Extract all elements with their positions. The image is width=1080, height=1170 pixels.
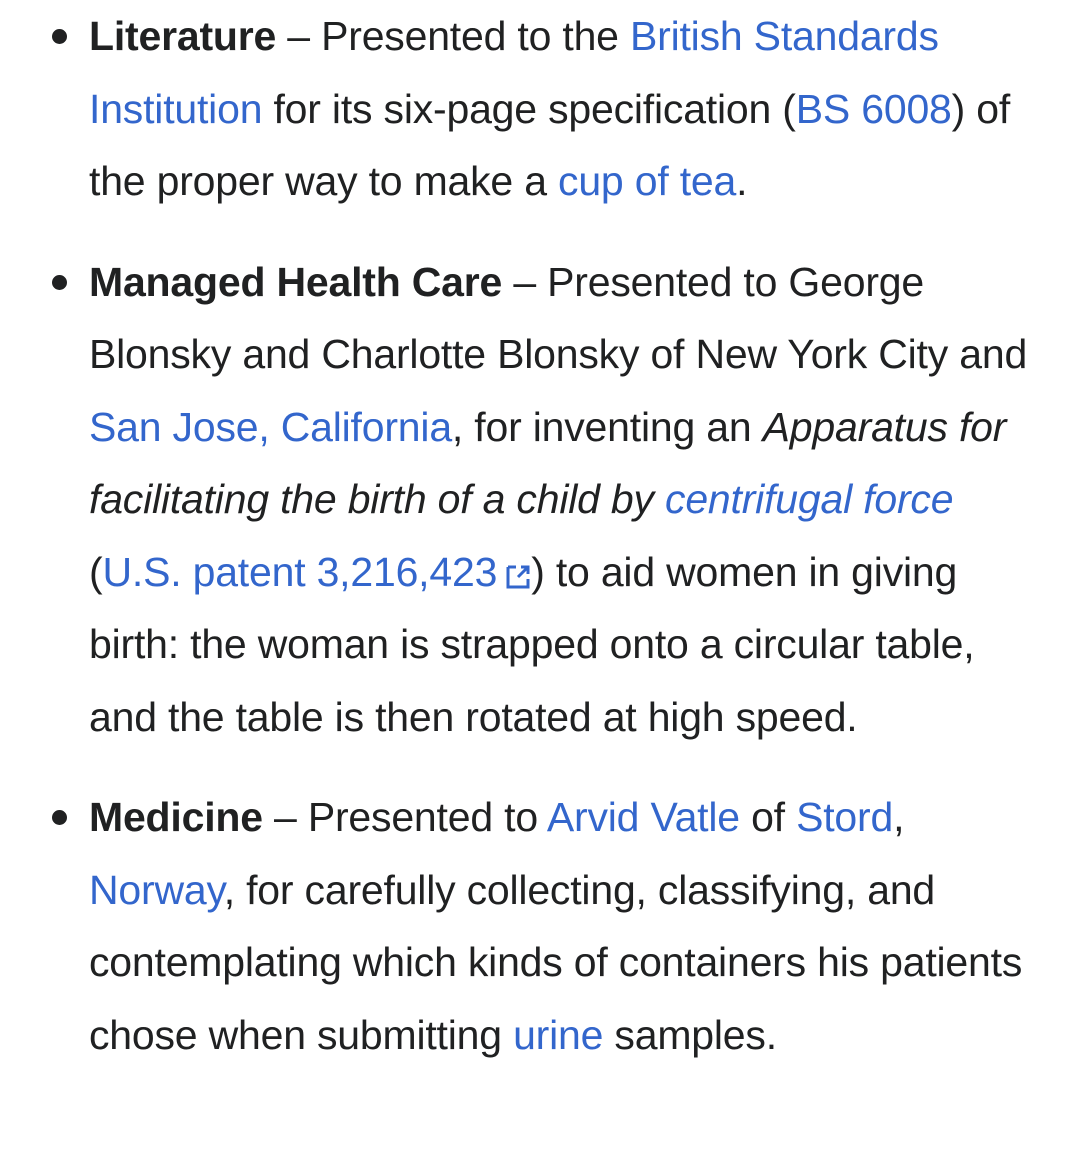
link-centrifugal-force[interactable]: centrifugal force	[665, 476, 954, 522]
text-span: (	[89, 548, 103, 595]
link-san-jose-california[interactable]: San Jose, California	[89, 403, 452, 450]
list-item-managed-health-care	[0, 246, 1080, 754]
link-norway[interactable]: Norway	[89, 866, 224, 913]
link-urine[interactable]: urine	[513, 1011, 604, 1058]
text-span: of	[739, 794, 797, 840]
link-cup-of-tea[interactable]: cup of tea	[558, 158, 737, 204]
bullet-icon	[52, 29, 67, 44]
text-span: .	[736, 158, 748, 204]
text-span: ) to aid women in giving birth: the woman is strapped onto a circular table, and the table is then rotated at high speed.	[89, 548, 975, 740]
link-us-patent-label: U.S. patent 3,216,423	[102, 548, 498, 595]
text-span: for its six-page specification (	[262, 85, 796, 132]
bullet-icon	[52, 810, 67, 825]
text-span: , for inventing an	[451, 403, 763, 450]
list-item-literature	[0, 0, 1080, 218]
link-us-patent[interactable]	[102, 549, 531, 595]
bullet-icon	[52, 275, 67, 290]
link-stord[interactable]: Stord	[796, 794, 894, 840]
list-item-medicine	[0, 781, 1080, 1071]
text-span: samples.	[603, 1011, 777, 1058]
text-span: ) of the proper way to make a	[89, 85, 1011, 204]
link-arvid-vatle[interactable]: Arvid Vatle	[546, 794, 740, 840]
text-span: – Presented to	[262, 794, 547, 840]
text-span: ,	[893, 794, 905, 840]
award-category: Medicine	[89, 794, 263, 840]
patent-title-text: Apparatus for facilitating the birth of a child by	[89, 403, 1007, 522]
text-span: – Presented to George Blonsky and Charlotte Blonsky of New York City and	[89, 258, 1028, 377]
award-category: Managed Health Care	[89, 258, 503, 305]
link-british-standards-institution[interactable]: British Standards Institution	[89, 13, 939, 132]
text-span: – Presented to the	[276, 13, 630, 59]
external-link-icon	[505, 560, 531, 590]
text-span: , for carefully collecting, classifying, and contemplating which kinds of containers his patients chose when submitting	[89, 866, 1023, 1058]
award-category: Literature	[89, 13, 277, 59]
link-bs-6008[interactable]: BS 6008	[795, 85, 952, 132]
